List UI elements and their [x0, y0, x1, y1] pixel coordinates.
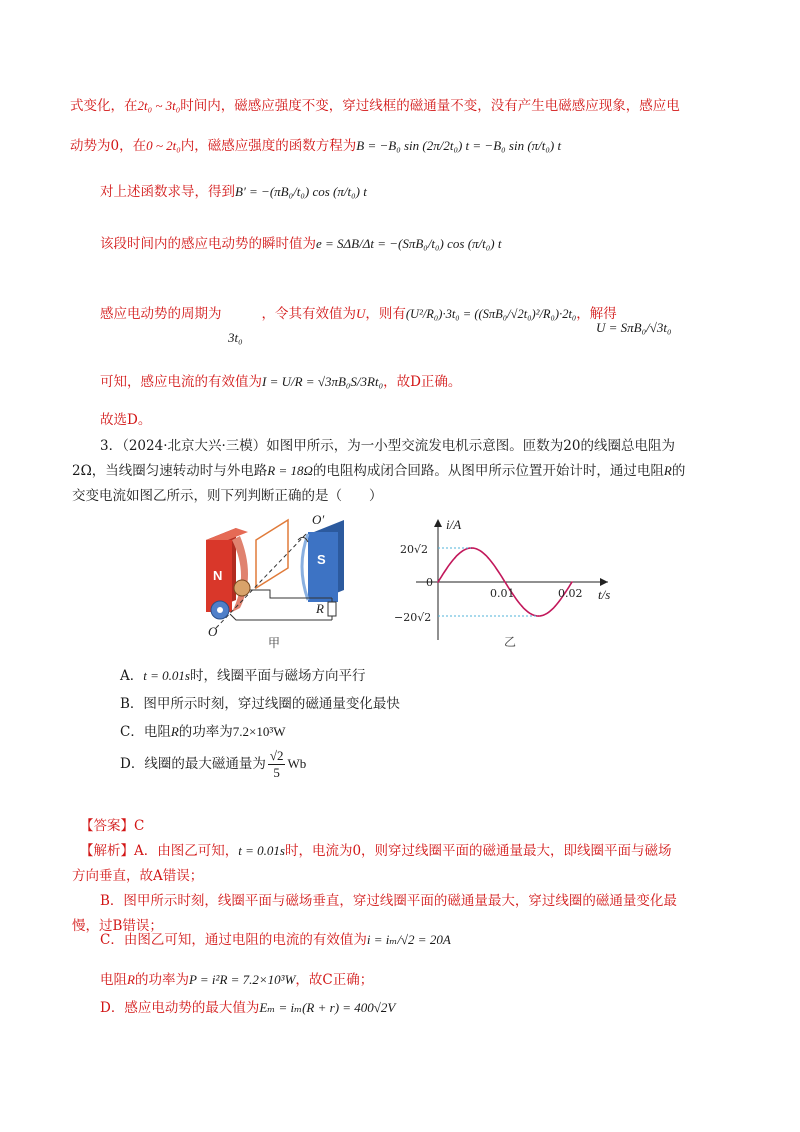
text: 可知，感应电流的有效值为: [100, 374, 262, 390]
period-value: 3t₀: [228, 330, 243, 345]
analysis-tag: 【解析】: [80, 843, 134, 859]
equation-b-function: B = −B₀ sin (2π/2t₀) t = −B₀ sin (π/t₀) t: [356, 138, 562, 153]
analysis-line-1: [80, 841, 672, 861]
tick-top: 20√2: [400, 543, 429, 556]
text: ，则有: [365, 306, 406, 322]
label-o-prime: O′: [312, 512, 325, 527]
solution-line-4: [100, 234, 502, 254]
text: 时，线圈平面与磁场方向平行: [189, 668, 366, 684]
text: 的电阻构成闭合回路。从图甲所示位置开始计时，通过电阻: [312, 463, 664, 479]
equation-current: i = iₘ/√2 = 20A: [366, 932, 451, 947]
label-o: O: [208, 624, 218, 639]
question-3-line-3: 交变电流如图乙所示，则下列判断正确的是（ ）: [72, 488, 383, 504]
text: 感应电动势的周期为: [100, 306, 222, 322]
question-3-line-2: [72, 461, 685, 481]
equation-power: P = i²R = 7.2×10³W: [188, 972, 296, 987]
equation-energy: (U²/R₀)·3t₀ = ((SπB₀/√2t₀)²/R₀)·2t₀: [405, 307, 577, 321]
text: 时间内，磁感应强度不变，穿过线框的磁通量不变，没有产生电磁感应现象，感应电: [180, 98, 680, 114]
equation-u-result: U = SπB₀/√3t₀: [596, 320, 672, 335]
text: C．由图乙可知，通过电阻的电流的有效值为: [100, 932, 367, 948]
data-point: [521, 605, 523, 607]
text: D．感应电动势的最大值为: [100, 1000, 260, 1016]
option-d[interactable]: [120, 748, 306, 781]
x-axis-arrow: [600, 578, 608, 586]
text: ，故D正确。: [383, 374, 462, 390]
solution-line-2: [70, 136, 561, 156]
solution-choice: 故选D。: [100, 412, 152, 428]
math-interval: 0 ~ 2t₀: [146, 138, 181, 153]
solution-line-3: [100, 182, 367, 202]
analysis-line-3: B．图甲所示时刻，线圈平面与磁场垂直，穿过线圈平面的磁通量最大，穿过线圈的磁通量变化最: [100, 893, 677, 909]
text: A．: [120, 668, 144, 684]
option-c[interactable]: [120, 720, 286, 740]
math-resistance: R = 18Ω: [267, 463, 313, 478]
current-chart: [386, 515, 616, 650]
data-point: [437, 581, 439, 583]
math-r: R: [170, 724, 179, 739]
x-axis-label: t/s: [598, 587, 611, 602]
analysis-line-7: [100, 998, 395, 1018]
text: D．线圈的最大磁通量为: [120, 756, 266, 772]
math-time: t = 0.01s: [143, 668, 190, 683]
text: 电阻: [100, 972, 127, 988]
solution-line-5: [100, 304, 617, 324]
text: 的功率为: [134, 972, 189, 988]
analysis-line-4: 慢，过B错误；: [72, 918, 163, 934]
text: 式变化，在: [70, 98, 138, 114]
coil-loop: [256, 520, 288, 588]
math-r: R: [663, 463, 672, 478]
text: C．电阻: [120, 724, 171, 740]
text: ，解得: [576, 306, 617, 322]
fraction-flux: [268, 748, 286, 781]
solution-line-6: [100, 372, 461, 392]
data-point: [454, 557, 456, 559]
tick-zero: 0: [426, 576, 433, 589]
numerator: √2: [269, 748, 284, 763]
option-b[interactable]: B．图甲所示时刻，穿过线圈的磁通量变化最快: [120, 696, 400, 712]
data-point: [487, 557, 489, 559]
text: 时，电流为0，则穿过线圈平面的磁通量最大，即线圈平面与磁场: [284, 843, 672, 859]
label-s: S: [317, 552, 326, 567]
math-time: t = 0.01s: [238, 843, 285, 858]
answer-tag: 【答案】C: [80, 818, 145, 834]
math-u: U: [356, 306, 366, 321]
text: 该段时间内的感应电动势的瞬时值为: [100, 236, 316, 252]
label-r: R: [316, 601, 324, 616]
text: 的功率为: [178, 724, 233, 740]
caption-yi: 乙: [504, 635, 517, 649]
equation-current-eff: I = U/R = √3πB₀S/3Rt₀: [262, 374, 384, 389]
data-point: [571, 581, 573, 583]
option-a[interactable]: [120, 664, 365, 684]
data-point: [538, 615, 540, 617]
math-power: 7.2×10³W: [232, 724, 286, 739]
unit: Wb: [287, 756, 307, 771]
analysis-line-6: [100, 970, 373, 990]
denominator: 5: [273, 765, 280, 780]
generator-diagram: [196, 510, 356, 650]
tick-001: 0.01: [490, 587, 515, 600]
analysis-line-5: [100, 930, 451, 950]
data-point: [504, 581, 506, 583]
label-n: N: [213, 568, 223, 583]
analysis-line-2: 方向垂直，故A错误；: [72, 868, 204, 884]
text: ，令其有效值为: [261, 306, 356, 322]
text: ，故C正确；: [295, 972, 374, 988]
text: 2Ω，当线圈匀速转动时与外电路: [72, 463, 268, 479]
equation-emf-instant: e = SΔB/Δt = −(SπB₀/t₀) cos (π/t₀) t: [316, 236, 502, 251]
slip-ring-1: [234, 580, 250, 596]
data-point: [471, 547, 473, 549]
text: A．由图乙可知，: [134, 843, 239, 859]
south-pole: [308, 532, 338, 602]
equation-emf-max: Eₘ = iₘ(R + r) = 400√2V: [259, 1000, 396, 1015]
question-3-line-1: 3．（2024·北京大兴·三模）如图甲所示，为一小型交流发电机示意图。匝数为20的线圈总电阻为: [100, 438, 675, 454]
y-axis-label: i/A: [446, 517, 462, 532]
text: 的: [671, 463, 686, 479]
resistor: [328, 602, 336, 616]
text: 动势为0，在: [70, 138, 147, 154]
solution-line-1: [70, 96, 680, 116]
south-curve: [302, 534, 308, 600]
text: 内，磁感应强度的函数方程为: [180, 138, 357, 154]
ring-center: [217, 607, 223, 613]
equation-derivative: B′ = −(πB₀/t₀) cos (π/t₀) t: [235, 184, 367, 199]
tick-bottom: −20√2: [394, 611, 432, 624]
math-interval: 2t₀ ~ 3t₀: [137, 98, 181, 113]
caption-jia: 甲: [268, 636, 281, 650]
y-axis-arrow: [434, 519, 442, 527]
text: 对上述函数求导，得到: [100, 184, 235, 200]
tick-002: 0.02: [558, 587, 583, 600]
data-point: [554, 605, 556, 607]
math-r: R: [127, 972, 135, 987]
